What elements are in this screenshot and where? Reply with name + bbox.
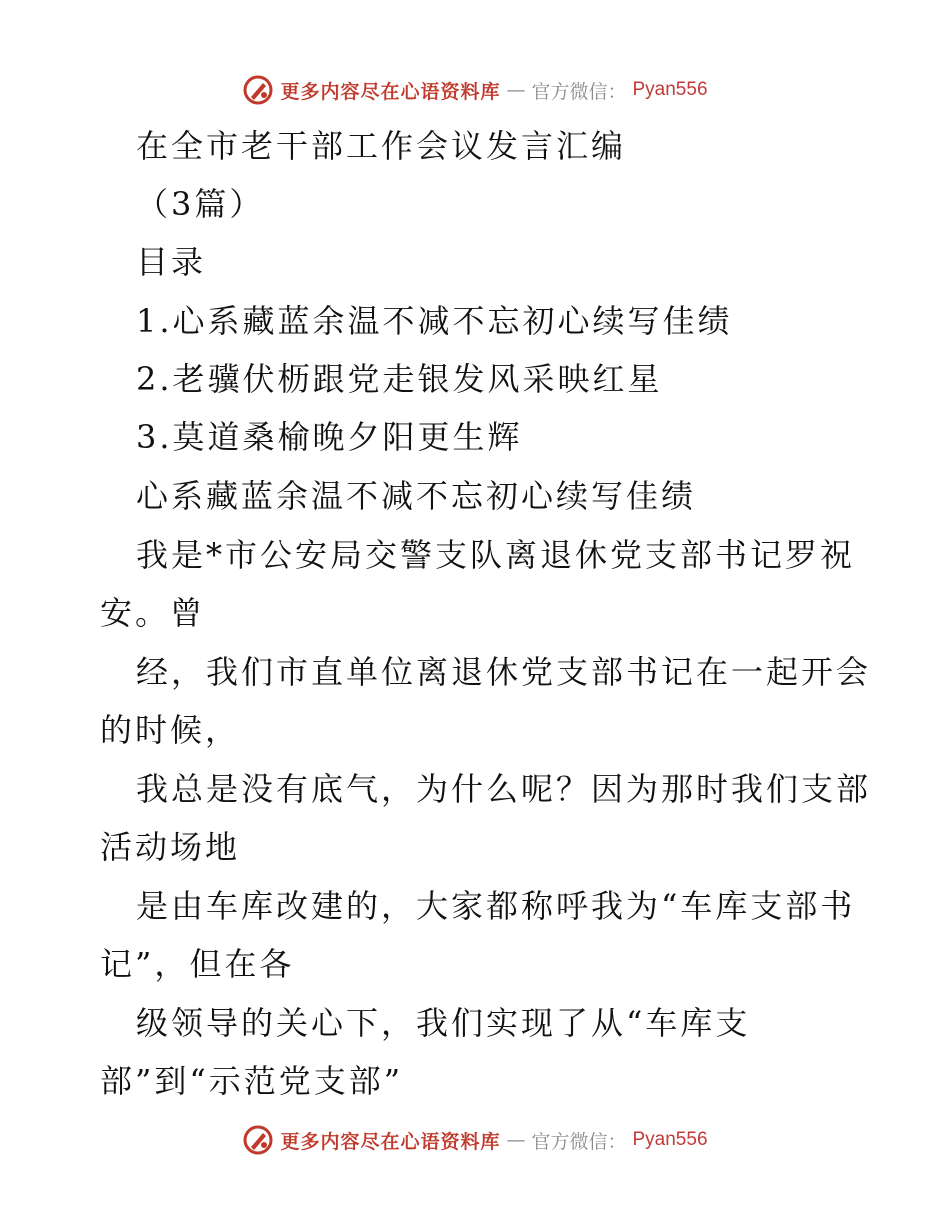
body-line: 的时候，: [100, 711, 241, 749]
body-line: 活动场地: [100, 828, 241, 866]
toc-item: 2.老骥伏枥跟党走银发风采映红星: [136, 360, 663, 398]
toc-heading: 目录: [136, 243, 207, 281]
watermark-wechat-id: Pyan556: [632, 79, 708, 100]
watermark-header: [0, 70, 950, 110]
body-line: 我总是没有底气，为什么呢？因为那时我们支部: [136, 770, 872, 808]
body-line: 级领导的关心下，我们实现了从“车库支: [136, 1004, 751, 1042]
watermark-wechat-id: Pyan556: [632, 1129, 708, 1150]
watermark-contact-label: 官方微信：: [531, 80, 627, 103]
body-line: 部”到“示范党支部”: [100, 1062, 404, 1100]
watermark-brand: 更多内容尽在心语资料库: [280, 1130, 501, 1153]
toc-item: 3.莫道桑榆晚夕阳更生辉: [136, 418, 523, 456]
body-line: 安。曾: [100, 594, 206, 632]
body-line: 我是*市公安局交警支队离退休党支部书记罗祝: [136, 536, 856, 574]
watermark-contact-label: 官方微信：: [531, 1130, 627, 1153]
pen-seal-icon: [242, 74, 274, 106]
watermark-footer: [0, 1120, 950, 1160]
watermark-brand: 更多内容尽在心语资料库: [280, 80, 501, 103]
body-line: 是由车库改建的，大家都称呼我为“车库支部书: [136, 887, 856, 925]
document-title: 在全市老干部工作会议发言汇编: [136, 127, 627, 165]
watermark-separator: —: [506, 1129, 526, 1151]
body-line: 记”，但在各: [100, 945, 295, 983]
section-title: 心系藏蓝余温不减不忘初心续写佳绩: [136, 477, 697, 515]
body-line: 经，我们市直单位离退休党支部书记在一起开会: [136, 653, 872, 691]
pen-seal-icon: [242, 1124, 274, 1156]
watermark-separator: —: [506, 79, 526, 101]
document-subtitle: （3篇）: [136, 185, 265, 223]
toc-item: 1.心系藏蓝余温不减不忘初心续写佳绩: [136, 302, 733, 340]
